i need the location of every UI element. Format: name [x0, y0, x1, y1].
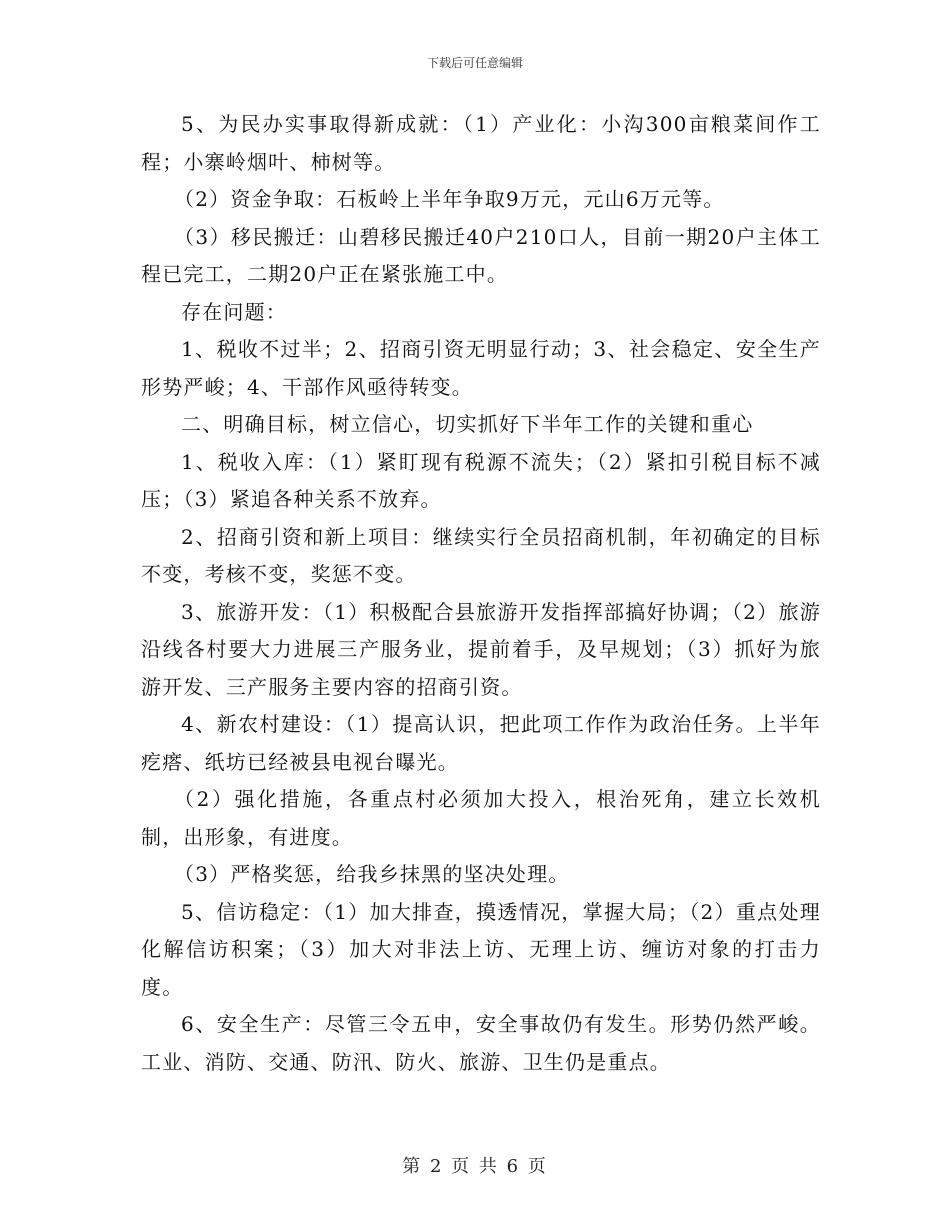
paragraph-rural-construction: 4、新农村建设：（1）提高认识，把此项工作作为政治任务。上半年疙瘩、纸坊已经被县电视台曝光。: [141, 712, 821, 774]
paragraph-achievements: 5、为民办实事取得新成就：（1）产业化：小沟300亩粮菜间作工程；小寨岭烟叶、柿树等。: [141, 112, 821, 174]
paragraph-measures: （2）强化措施，各重点村必须加大投入，根治死角，建立长效机制，出形象，有进度。: [141, 787, 821, 849]
paragraph-funding: （2）资金争取：石板岭上半年争取9万元，元山6万元等。: [174, 187, 725, 211]
paragraph-tourism: 3、旅游开发：（1）积极配合县旅游开发指挥部搞好协调；（2）旅游沿线各村要大力进展三产服务业，提前着手，及早规划；（3）抓好为旅游开发、三产服务主要内容的招商引资。: [141, 599, 821, 699]
paragraph-relocation: （3）移民搬迁：山碧移民搬迁40户210口人，目前一期20户主体工程已完工，二期20户正在紧张施工中。: [141, 224, 821, 286]
page-header: 下载后可任意编辑: [426, 56, 523, 70]
section-heading-goals: 二、明确目标，树立信心，切实抓好下半年工作的关键和重心: [181, 412, 754, 436]
page-number: 第 2 页 共 6 页: [402, 1156, 548, 1177]
paragraph-tax: 1、税收入库：（1）紧盯现有税源不流失；（2）紧扣引税目标不减压；（3）紧追各种关系不放弃。: [141, 449, 821, 511]
paragraph-investment: 2、招商引资和新上项目：继续实行全员招商机制，年初确定的目标不变，考核不变，奖惩不变。: [141, 524, 821, 586]
paragraph-safety: 6、安全生产：尽管三令五申，安全事故仍有发生。形势仍然严峻。工业、消防、交通、防汛、防火、旅游、卫生仍是重点。: [141, 1012, 821, 1074]
paragraph-petitions: 5、信访稳定：（1）加大排查，摸透情况，掌握大局；（2）重点处理化解信访积案；（3）加大对非法上访、无理上访、缠访对象的打击力度。: [141, 899, 821, 999]
document-body: [141, 106, 821, 1081]
paragraph-problems-heading: 存在问题：: [181, 299, 287, 324]
paragraph-problems-list: 1、税收不过半；2、招商引资无明显行动；3、社会稳定、安全生产形势严峻；4、干部作风亟待转变。: [141, 337, 821, 399]
paragraph-rewards-penalties: （3）严格奖惩，给我乡抹黑的坚决处理。: [174, 862, 570, 886]
